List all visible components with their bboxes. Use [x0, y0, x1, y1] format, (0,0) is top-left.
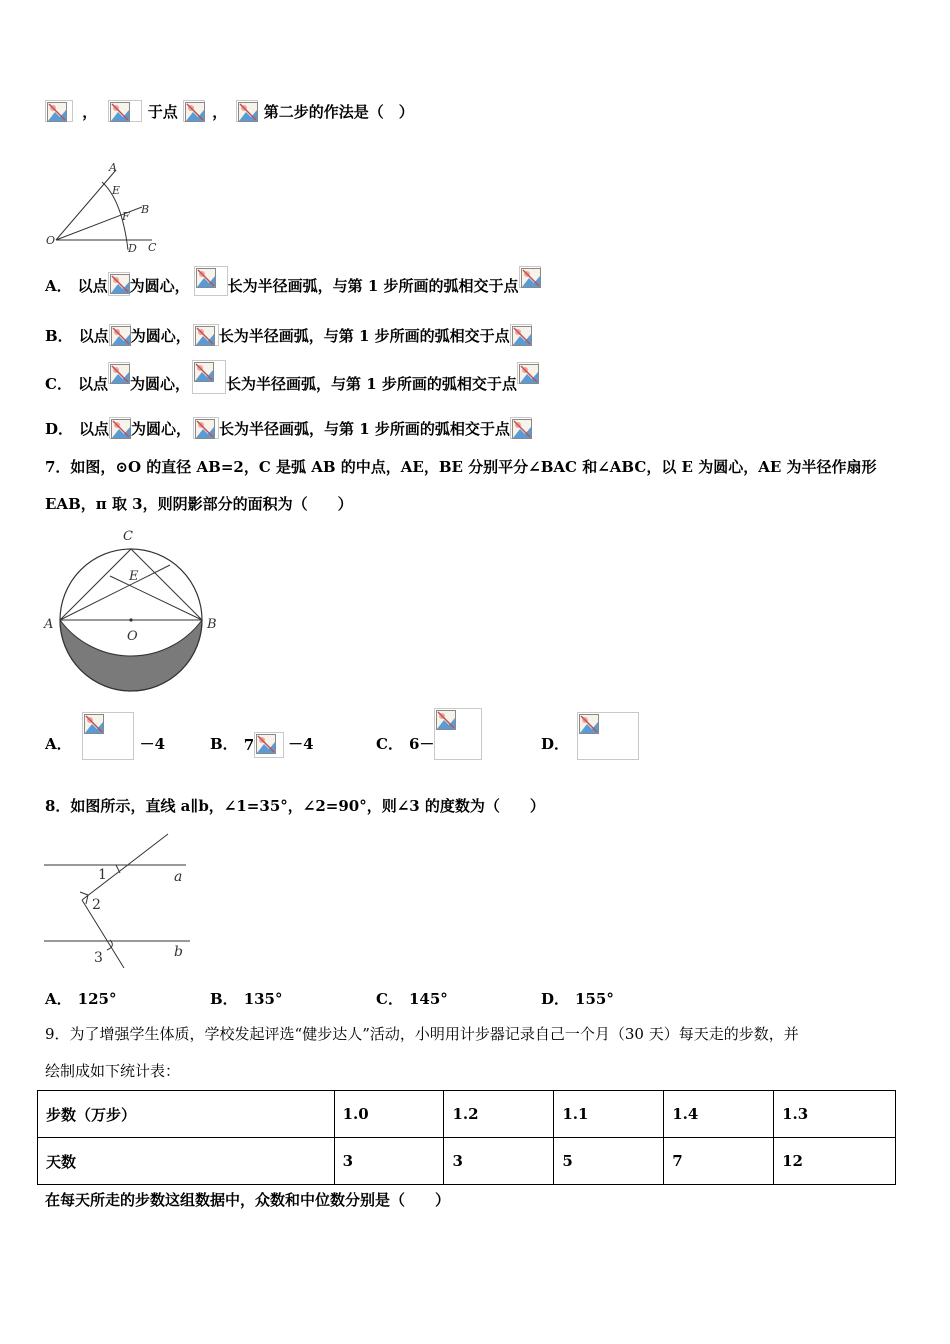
ray-oa — [56, 170, 116, 240]
segment-ae — [60, 565, 170, 620]
q8-option-a[interactable]: A． 125° — [45, 990, 117, 1008]
broken-image-icon — [45, 100, 73, 122]
q9-stem-line1: 9．为了增强学生体质，学校发起评选“健步达人”活动，小明用计步器记录自己一个月（30 天）每天走的步数，并 — [45, 1025, 799, 1043]
q7-option-b[interactable]: B． 7 －4 — [210, 708, 314, 760]
q9-question: 在每天所走的步数这组数据中，众数和中位数分别是（ ） — [45, 1191, 451, 1209]
label-angle1: 1 — [98, 867, 107, 883]
broken-image-icon — [194, 266, 228, 296]
broken-image-icon — [183, 100, 205, 122]
steps-table — [37, 1090, 896, 1185]
broken-image-icon — [82, 712, 134, 760]
transversal-lower — [82, 900, 124, 968]
broken-image-icon — [236, 100, 258, 122]
table-cell: 1.4 — [664, 1091, 774, 1138]
broken-image-icon — [108, 272, 130, 296]
label-a: a — [174, 869, 183, 885]
broken-image-icon — [510, 417, 532, 439]
q8-option-c[interactable]: C． 145° — [376, 990, 448, 1008]
broken-image-icon — [193, 417, 219, 439]
table-cell: 5 — [554, 1138, 664, 1185]
q6-tail-line — [45, 100, 414, 128]
broken-image-icon — [434, 708, 482, 760]
label-d: D — [128, 242, 137, 255]
q8-stem: 8．如图所示，直线 a∥b，∠1=35°，∠2=90°，则∠3 的度数为（ ） — [45, 797, 545, 815]
broken-image-icon — [254, 732, 284, 758]
label-c: C — [123, 529, 133, 544]
comma: ， — [212, 103, 228, 121]
q6-option-c[interactable]: C． 以点 为圆心， 长为半径画弧，与第 1 步所画的弧相交于点 — [45, 360, 539, 396]
q6-option-b[interactable]: B． 以点 为圆心， 长为半径画弧，与第 1 步所画的弧相交于点 — [45, 324, 532, 350]
broken-image-icon — [108, 362, 130, 384]
label-angle2: 2 — [92, 897, 101, 913]
broken-image-icon — [193, 324, 219, 346]
label-a: A — [44, 617, 54, 632]
table-row — [38, 1138, 896, 1185]
broken-image-icon — [577, 712, 639, 760]
table-cell: 12 — [774, 1138, 896, 1185]
segment-be — [110, 576, 202, 620]
label-a: A — [109, 161, 117, 174]
table-cell: 3 — [334, 1138, 444, 1185]
broken-image-icon — [109, 417, 131, 439]
angle-construction-figure — [44, 160, 164, 255]
q7-option-d[interactable]: D． — [541, 710, 639, 760]
parallel-lines-figure — [44, 832, 194, 972]
label-e: E — [129, 569, 139, 584]
table-cell: 3 — [444, 1138, 554, 1185]
label-angle3: 3 — [94, 950, 103, 966]
label-o: O — [46, 234, 56, 247]
q7-stem-line2: EAB，π 取 3，则阴影部分的面积为（ ） — [45, 495, 353, 513]
broken-image-icon — [108, 100, 142, 122]
segment-ac — [60, 549, 131, 620]
table-header-cell: 步数（万步） — [38, 1091, 335, 1138]
table-cell: 1.0 — [334, 1091, 444, 1138]
table-cell: 1.2 — [444, 1091, 554, 1138]
label-o: O — [127, 629, 138, 644]
broken-image-icon — [109, 324, 131, 346]
at-point-text: 于点 — [147, 103, 178, 121]
broken-image-icon — [519, 266, 541, 288]
q9-stem-line2: 绘制成如下统计表： — [45, 1062, 181, 1080]
label-b: B — [141, 203, 150, 216]
q7-stem-line1: 7．如图，⊙O 的直径 AB=2，C 是弧 AB 的中点，AE，BE 分别平分∠BAC 和∠ABC，以 E 为圆心，AE 为半径作扇形 — [45, 458, 877, 476]
table-row — [38, 1091, 896, 1138]
table-cell: 1.1 — [554, 1091, 664, 1138]
label-e: E — [112, 184, 121, 197]
table-header-cell: 天数 — [38, 1138, 335, 1185]
q7-option-a[interactable]: A． －4 — [45, 708, 165, 760]
circle-sector-figure — [42, 526, 224, 698]
broken-image-icon — [192, 360, 226, 394]
table-cell: 1.3 — [774, 1091, 896, 1138]
transversal-upper — [82, 834, 168, 900]
label-c: C — [148, 241, 157, 254]
q7-option-c[interactable]: C． 6－ — [376, 706, 482, 760]
comma: ， — [82, 103, 98, 121]
q6-option-d[interactable]: D． 以点 为圆心， 长为半径画弧，与第 1 步所画的弧相交于点 — [45, 417, 532, 443]
q6-option-a[interactable]: A． 以点 为圆心， 长为半径画弧，与第 1 步所画的弧相交于点 — [45, 266, 541, 296]
segment-bc — [131, 549, 202, 620]
broken-image-icon — [510, 324, 532, 346]
q8-option-b[interactable]: B． 135° — [210, 990, 283, 1008]
label-b: b — [174, 944, 183, 960]
q8-option-d[interactable]: D． 155° — [541, 990, 614, 1008]
step-question-text: 第二步的作法是（ ） — [263, 103, 414, 121]
label-f: F — [122, 210, 130, 223]
table-cell: 7 — [664, 1138, 774, 1185]
broken-image-icon — [517, 362, 539, 384]
center-dot — [129, 618, 132, 621]
label-b: B — [207, 617, 217, 632]
